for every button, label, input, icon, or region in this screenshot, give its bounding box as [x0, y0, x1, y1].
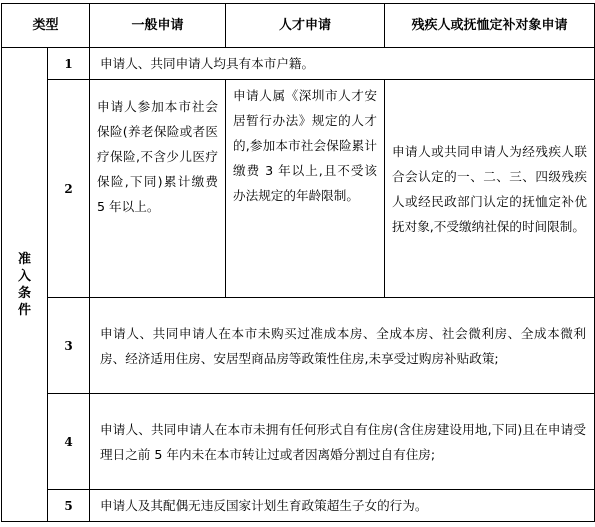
- header-type: 类型: [2, 4, 90, 48]
- general-condition-text: 申请人参加本市社会保险(养老保险或者医疗保险,不含少儿医疗保险,下同)累计缴费 5 年以上。: [90, 80, 226, 298]
- condition-text: 申请人及其配偶无违反国家计划生育政策超生子女的行为。: [90, 490, 595, 522]
- row-number: 1: [48, 48, 90, 80]
- row-number: 3: [48, 298, 90, 394]
- housing-eligibility-table: [1, 3, 595, 522]
- talent-condition-text: 申请人属《深圳市人才安居暂行办法》规定的人才的,参加本市社会保险累计缴费 3 年以上,且不受该办法规定的年龄限制。: [226, 80, 385, 298]
- condition-text: 申请人、共同申请人均具有本市户籍。: [90, 48, 595, 80]
- header-row: [2, 4, 595, 48]
- table-row: [2, 298, 595, 394]
- header-talent-application: 人才申请: [226, 4, 385, 48]
- row-number: 4: [48, 394, 90, 490]
- table-row: [2, 394, 595, 490]
- category-label: 准 入 条 件: [2, 48, 48, 522]
- header-general-application: 一般申请: [90, 4, 226, 48]
- disabled-condition-text: 申请人或共同申请人为经残疾人联合会认定的一、二、三、四级残疾人或经民政部门认定的抚恤定补优抚对象,不受缴纳社保的时间限制。: [385, 80, 595, 298]
- row-number: 5: [48, 490, 90, 522]
- table-row: [2, 48, 595, 80]
- header-disabled-application: 残疾人或抚恤定补对象申请: [385, 4, 595, 48]
- table-row: [2, 80, 595, 298]
- condition-text: 申请人、共同申请人在本市未购买过准成本房、全成本房、社会微利房、全成本微利房、经济适用住房、安居型商品房等政策性住房,未享受过购房补贴政策;: [90, 298, 595, 394]
- table-row: [2, 490, 595, 522]
- row-number: 2: [48, 80, 90, 298]
- condition-text: 申请人、共同申请人在本市未拥有任何形式自有住房(含住房建设用地,下同)且在申请受理日之前 5 年内未在本市转让过或者因离婚分割过自有住房;: [90, 394, 595, 490]
